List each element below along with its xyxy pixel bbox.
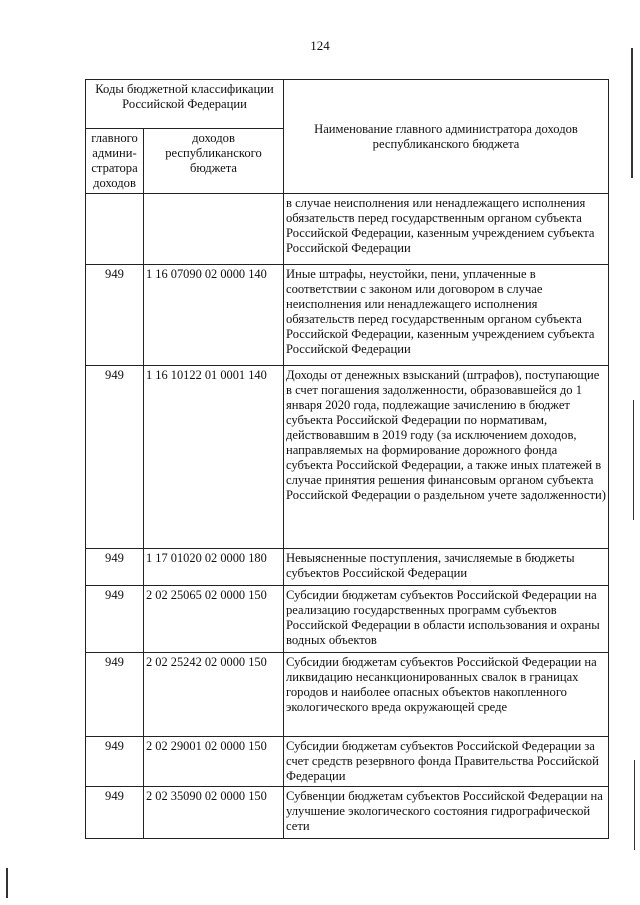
row-admin-code: 949 [86,737,144,787]
row-budget-code: 2 02 29001 02 0000 150 [144,737,284,787]
row-admin-code: 949 [86,653,144,737]
table-row [86,787,609,839]
row-admin-code: 949 [86,586,144,653]
scan-edge-mark [6,868,8,898]
row-name: Субсидии бюджетам субъектов Российской Федерации на ликвидацию несанкционированных свалок в границах городов и наиболее опасных объектов накопленного экологического вреда окружающей среде [284,653,609,737]
scan-edge-mark [631,48,633,178]
table-row [86,265,609,366]
table-row [86,549,609,586]
table-row [86,653,609,737]
row-budget-code: 2 02 35090 02 0000 150 [144,787,284,839]
row-name: Субвенции бюджетам субъектов Российской Федерации на улучшение экологического состояния гидрографической сети [284,787,609,839]
row-name: Субсидии бюджетам субъектов Российской Федерации за счет средств резервного фонда Правительства Российской Федерации [284,737,609,787]
table-row [86,366,609,549]
row-name: Иные штрафы, неустойки, пени, уплаченные в соответствии с законом или договором в случае неисполнения или ненадлежащего исполнения обязательств перед государственным органом субъекта Российской Федерации, казенным учреждением субъекта Российской Федерации [284,265,609,366]
scan-edge-mark [634,760,635,850]
header-name-cell: Наименование главного администратора доходов республиканского бюджета [284,80,609,194]
scan-edge-mark [633,400,634,520]
row-admin-code [86,194,144,265]
row-admin-code: 949 [86,366,144,549]
row-budget-code: 1 16 10122 01 0001 140 [144,366,284,549]
row-name: в случае неисполнения или ненадлежащего исполнения обязательств перед государственным органом субъекта Российской Федерации, казенным учреждением субъекта Российской Федерации [284,194,609,265]
row-budget-code: 2 02 25242 02 0000 150 [144,653,284,737]
row-name: Субсидии бюджетам субъектов Российской Федерации на реализацию государственных программ субъектов Российской Федерации в области использования и охраны водных объектов [284,586,609,653]
header-group-cell: Коды бюджетной классификации Российской Федерации [86,80,284,129]
header-code-cell: доходов республиканского бюджета [144,129,284,194]
table-row [86,737,609,787]
row-name: Невыясненные поступления, зачисляемые в бюджеты субъектов Российской Федерации [284,549,609,586]
table-header-row-1 [86,80,609,129]
row-budget-code: 1 16 07090 02 0000 140 [144,265,284,366]
row-admin-code: 949 [86,265,144,366]
row-budget-code: 1 17 01020 02 0000 180 [144,549,284,586]
page-number: 124 [310,38,330,53]
header-admin-cell: главного админи-стратора доходов [86,129,144,194]
row-budget-code [144,194,284,265]
row-budget-code: 2 02 25065 02 0000 150 [144,586,284,653]
row-name: Доходы от денежных взысканий (штрафов), поступающие в счет погашения задолженности, образовавшейся до 1 января 2020 года, подлежащие зачислению в бюджет субъекта Российской Федерации по нормативам, действовавшим в 2019 году (за исключением доходов, направляемых на формирование дорожного фонда субъекта Российской Федерации, а также иных платежей в случае принятия решения финансовым органом субъекта Российской Федерации о раздельном учете задолженности) [284,366,609,549]
row-admin-code: 949 [86,549,144,586]
table-row [86,194,609,265]
row-admin-code: 949 [86,787,144,839]
budget-codes-table [85,79,609,839]
table-row [86,586,609,653]
